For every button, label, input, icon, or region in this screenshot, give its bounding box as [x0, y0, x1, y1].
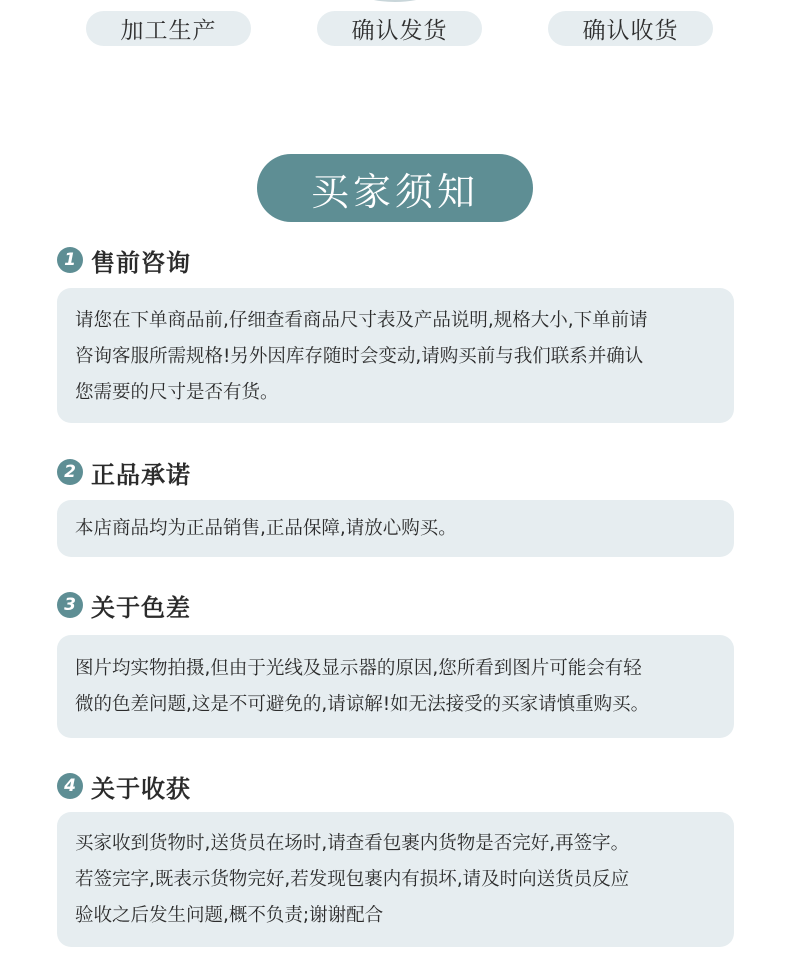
paragraph-line: 咨询客服所需规格!另外因库存随时会变动,请购买前与我们联系并确认 — [75, 346, 644, 367]
number-badge-icon: 2 — [57, 459, 83, 485]
paragraph-line: 买家收到货物时,送货员在场时,请查看包裹内货物是否完好,再签字。 — [75, 833, 630, 854]
section-heading-presale — [57, 244, 191, 276]
section-box-receipt — [57, 812, 734, 947]
section-title-text: 关于色差 — [91, 593, 191, 622]
section-box-color-difference — [57, 635, 734, 738]
paragraph-line: 验收之后发生问题,概不负责;谢谢配合 — [75, 905, 384, 926]
section-title-text: 关于收获 — [91, 774, 191, 803]
step-confirm-shipment: 确认发货 — [317, 11, 482, 46]
step-production: 加工生产 — [86, 11, 251, 46]
paragraph-line: 本店商品均为正品销售,正品保障,请放心购买。 — [75, 518, 457, 539]
section-title-text: 正品承诺 — [91, 460, 191, 489]
section-heading-receipt — [57, 770, 191, 802]
section-box-presale — [57, 288, 734, 423]
number-badge-icon: 3 — [57, 592, 83, 618]
step-confirm-receipt: 确认收货 — [548, 11, 713, 46]
process-steps — [0, 11, 790, 47]
section-heading-color-difference — [57, 589, 191, 621]
buyer-notice-title: 买家须知 — [257, 154, 533, 222]
paragraph-line: 请您在下单商品前,仔细查看商品尺寸表及产品说明,规格大小,下单前请 — [75, 310, 648, 331]
section-heading-authentic — [57, 456, 191, 488]
section-box-authentic — [57, 500, 734, 557]
paragraph-line: 若签完字,既表示货物完好,若发现包裹内有损坏,请及时向送货员反应 — [75, 869, 630, 890]
paragraph-line: 图片均实物拍摄,但由于光线及显示器的原因,您所看到图片可能会有轻 — [75, 658, 642, 679]
paragraph-line: 微的色差问题,这是不可避免的,请谅解!如无法接受的买家请慎重购买。 — [75, 694, 650, 715]
paragraph-line: 您需要的尺寸是否有货。 — [75, 382, 279, 403]
number-badge-icon: 4 — [57, 773, 83, 799]
decorative-arc — [351, 0, 439, 4]
section-title-text: 售前咨询 — [91, 248, 191, 277]
number-badge-icon: 1 — [57, 247, 83, 273]
